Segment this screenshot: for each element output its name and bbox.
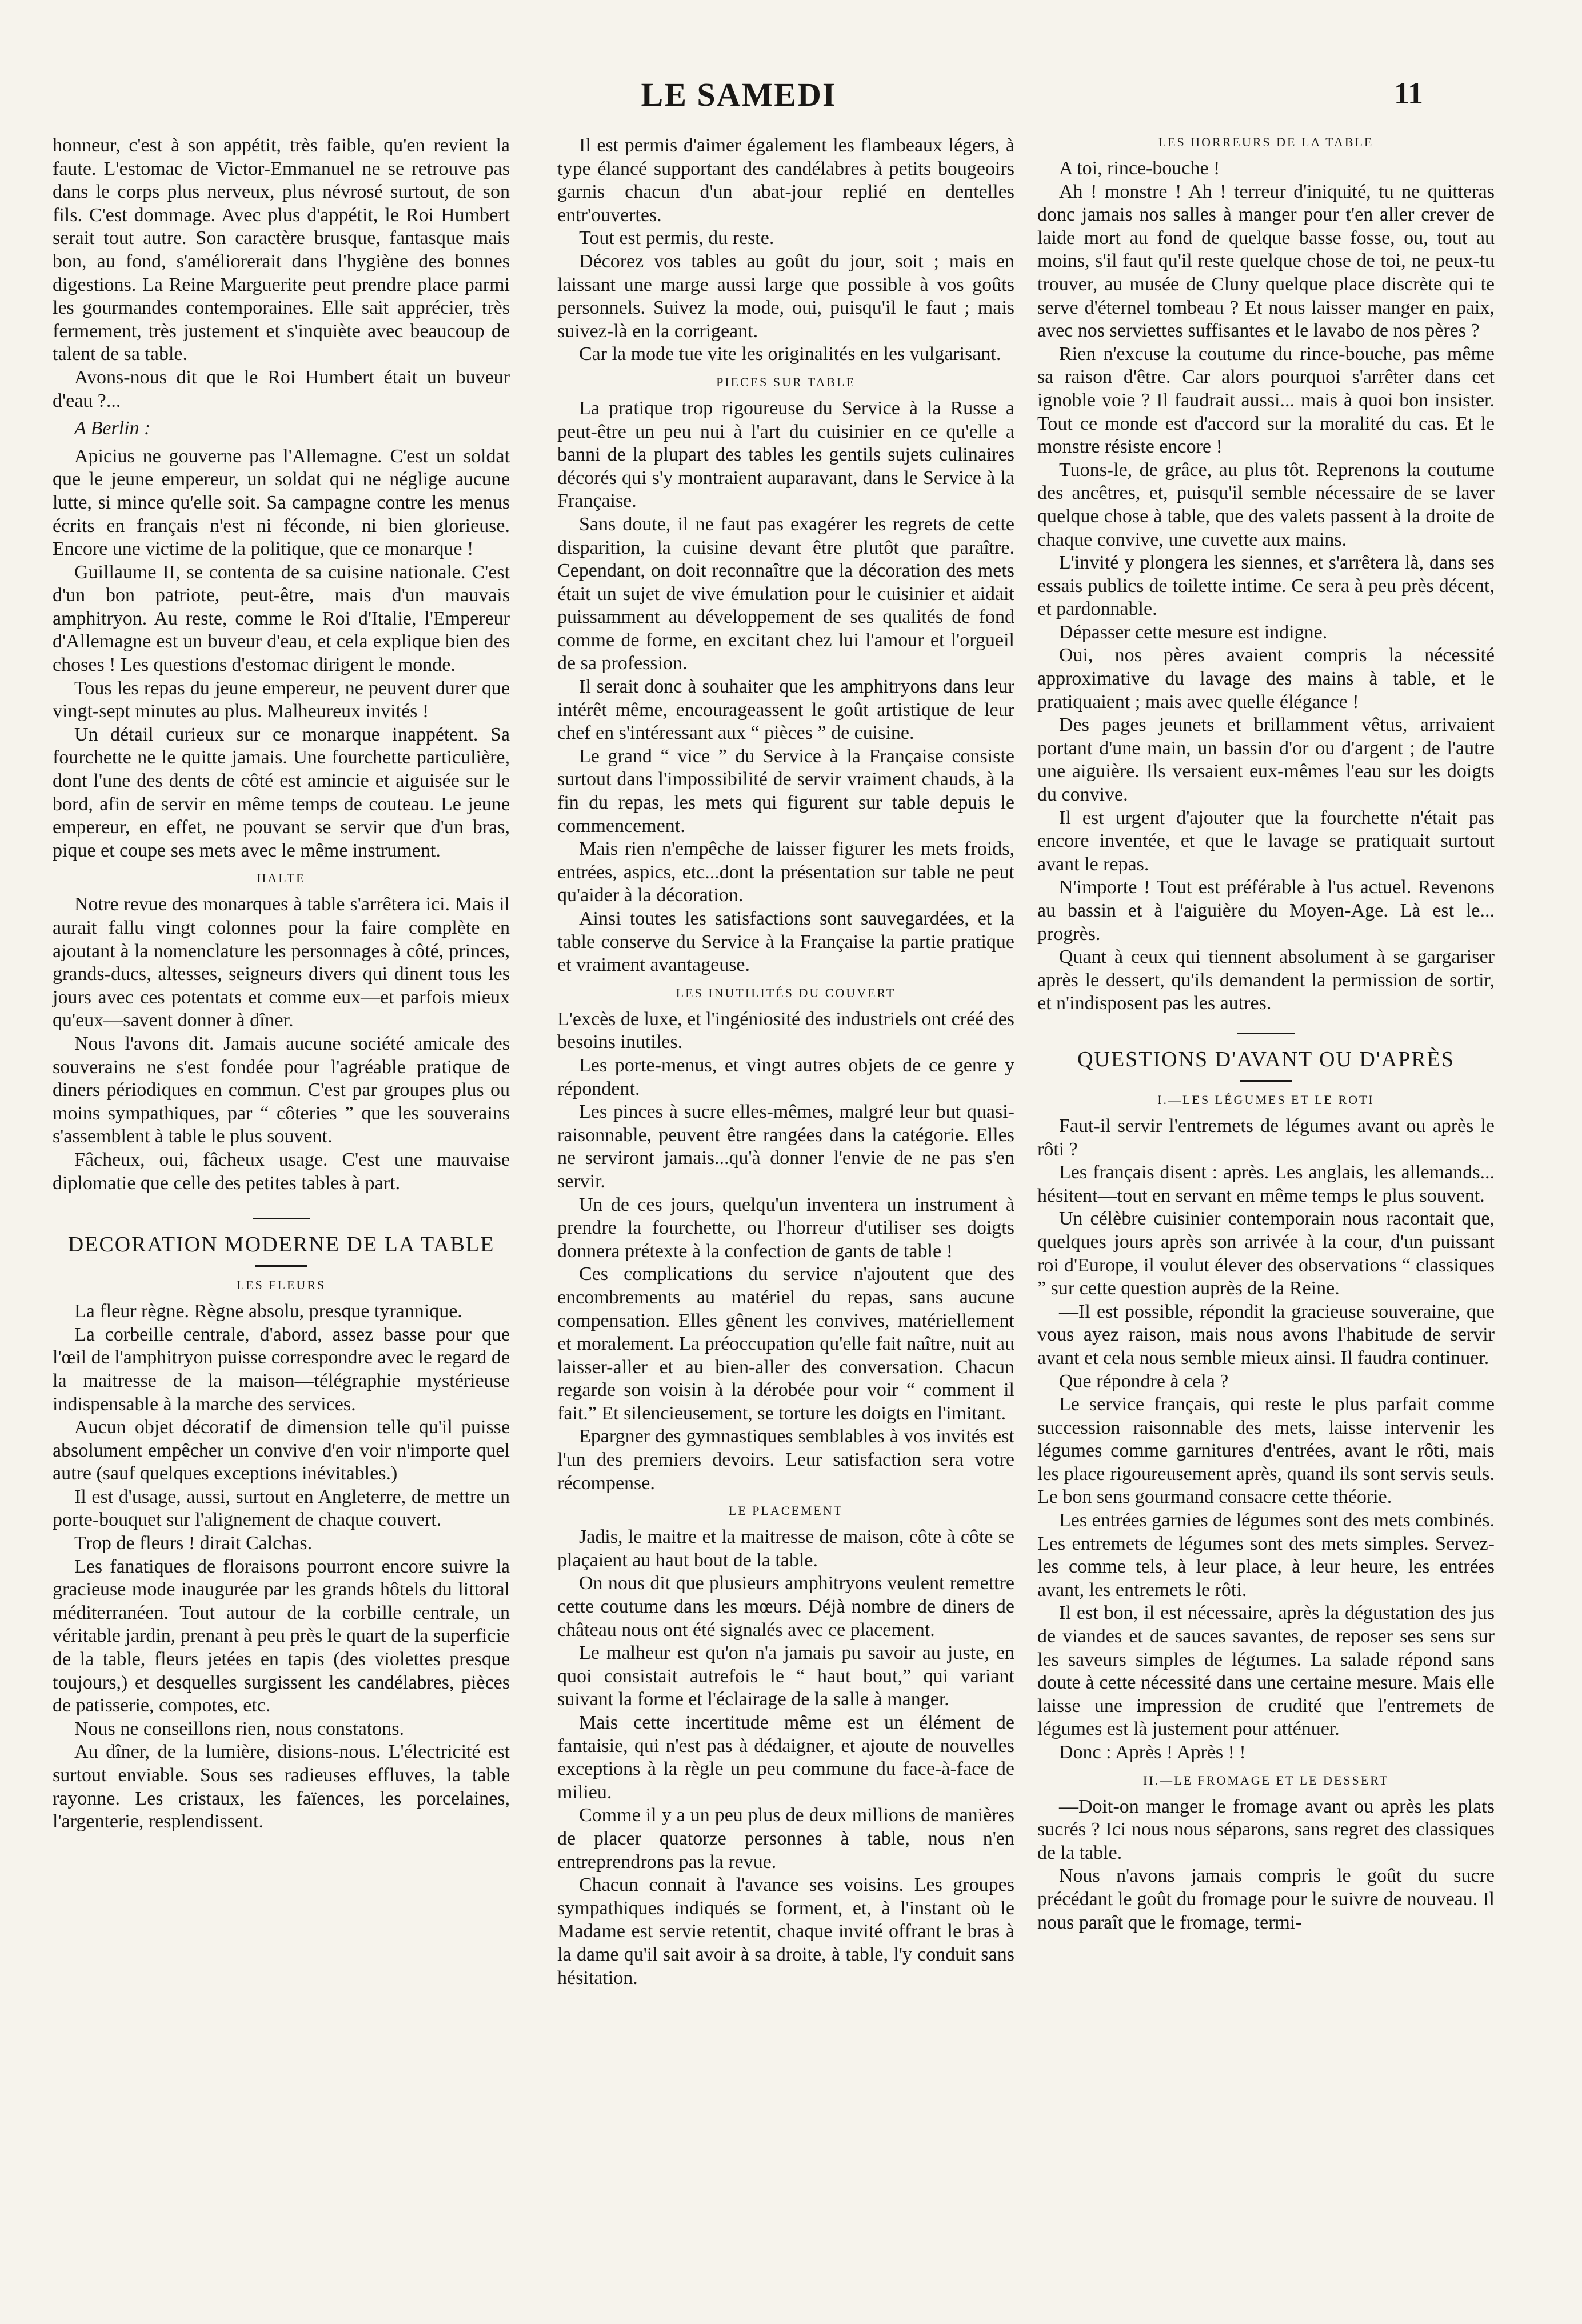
subheading-legumes: I.—LES LÉGUMES ET LE ROTI (1157, 1092, 1375, 1107)
paragraph: Il est permis d'aimer également les flambeaux légers, à type élancé supportant des candélabres à petits bougeoirs garnis chacun d'un abat-jour replié en dentelles entr'ouvertes. (557, 135, 1014, 226)
paragraph: La fleur règne. Règne absolu, presque tyrannique. (74, 1301, 462, 1322)
paragraph: Tout est permis, du reste. (579, 227, 774, 249)
paragraph: Apicius ne gouverne pas l'Allemagne. C'est un soldat que le jeune empereur, un soldat qui ne néglige aucune lutte, si mince qu'elle soit. Sa campagne contre les menus écrits en français n'est ni féconde, ni bien glorieuse. Encore une victime de la politique, que ce monarque ! (53, 445, 510, 560)
subheading-les-fleurs: LES FLEURS (236, 1278, 326, 1293)
paragraph: La corbeille centrale, d'abord, assez basse pour que l'œil de l'amphitryon puisse correspondre avec le regard de la maitresse de la maison—télégraphie mystérieuse indispensable à la marche des services. (53, 1323, 510, 1415)
column-1 (53, 134, 510, 1834)
paragraph: Les pinces à sucre elles-mêmes, malgré leur but quasi-raisonnable, peuvent être rangées dans la catégorie. Elles ne serviront jamais...qu'à donner l'envie de ne pas s'en servir. (557, 1101, 1014, 1192)
paragraph: Que répondre à cela ? (1059, 1370, 1229, 1392)
page-number: 11 (1393, 76, 1423, 110)
paragraph: Nous ne conseillons rien, nous constatons. (74, 1718, 404, 1739)
paragraph: Trop de fleurs ! dirait Calchas. (74, 1533, 313, 1554)
paragraph: Ainsi toutes les satisfactions sont sauvegardées, et la table conserve du Service à la Française la partie pratique et vraiment avantageuse. (557, 908, 1014, 976)
paragraph: Notre revue des monarques à table s'arrêtera ici. Mais il aurait fallu vingt colonnes pour la faire complète en ajoutant à la nomenclature les personnages à côté, princes, grands-ducs, altesses, seigneurs divers qui dinent tous les jours avec ces potentats et comme eux—et parfois mieux qu'eux—savent donner à dîner. (53, 894, 510, 1031)
column-2 (557, 134, 1014, 1990)
subheading-halte: HALTE (257, 871, 306, 886)
paragraph: L'invité y plongera les siennes, et s'arrêtera là, dans ses essais publics de toilette intime. Ce sera à peu près décent, et pardonnable. (1037, 552, 1495, 620)
paragraph: Un célèbre cuisinier contemporain nous racontait que, quelques jours après son arrivée à la cour, d'un puissant roi d'Europe, il voulut élever des observations “ classiques ” sur cette question auprès de la Reine. (1037, 1208, 1495, 1299)
paragraph-a-berlin: A Berlin : (74, 418, 151, 439)
paragraph: Comme il y a un peu plus de deux millions de manières de placer quatorze personnes à table, nous n'en entreprendrons pas la revue. (557, 1805, 1014, 1873)
divider-rule (1240, 1080, 1292, 1082)
paragraph: Il est urgent d'ajouter que la fourchette n'était pas encore inventée, et que le lavage se pratiquait surtout avant le repas. (1037, 807, 1495, 875)
paragraph: Avons-nous dit que le Roi Humbert était un buveur d'eau ?... (53, 366, 510, 411)
paragraph: Les français disent : après. Les anglais, les allemands... hésitent—tout en servant en même temps le plus souvent. (1037, 1162, 1495, 1206)
divider-rule (1237, 1033, 1295, 1034)
paragraph: Décorez vos tables au goût du jour, soit ; mais en laissant une marge aussi large que possible à vos goûts personnels. Suivez la mode, oui, puisqu'il le faut ; mais suivez-là en la corrigeant. (557, 250, 1014, 342)
paragraph: Jadis, le maitre et la maitresse de maison, côte à côte se plaçaient au haut bout de la table. (557, 1526, 1014, 1571)
paragraph: Ces complications du service n'ajoutent que des encombrements au matériel du repas, sans aucune compensation. Elles gênent les convives, matériellement et moralement. La préoccupation qu'elle fait naître, nuit au laisser-aller et au bien-aller des conversation. Chacun regarde son voisin à la dérobée pour voir “ comment il fait.” Et silencieusement, se torture les doigts en l'imitant. (557, 1263, 1014, 1424)
paragraph: Donc : Après ! Après ! ! (1059, 1742, 1246, 1763)
paragraph: Guillaume II, se contenta de sa cuisine nationale. C'est d'un bon patriote, peut-être, mais d'un mauvais amphitryon. Au reste, comme le Roi d'Italie, l'Empereur d'Allemagne est un buveur d'eau, et cela explique bien des choses ! Les questions d'estomac dirigent le monde. (53, 561, 510, 676)
publication-title: LE SAMEDI (641, 76, 837, 113)
column-3 (1037, 134, 1495, 1934)
paragraph: On nous dit que plusieurs amphitryons veulent remettre cette coutume dans les mœurs. Déjà nombre de diners de château nous ont été signalés avec ce placement. (557, 1573, 1014, 1641)
section-title-questions: QUESTIONS D'AVANT OU D'APRÈS (1077, 1047, 1455, 1071)
paragraph: Il est d'usage, aussi, surtout en Angleterre, de mettre un porte-bouquet sur l'alignement de chaque couvert. (53, 1486, 510, 1531)
paragraph: Dépasser cette mesure est indigne. (1059, 621, 1328, 643)
paragraph: —Doit-on manger le fromage avant ou après les plats sucrés ? Ici nous nous séparons, sans regret des classiques de la table. (1037, 1795, 1495, 1863)
paragraph: Mais rien n'empêche de laisser figurer les mets froids, entrées, aspics, etc...dont la présentation sur table ne peut qu'aider à la décoration. (557, 838, 1014, 906)
subheading-pieces-sur-table: PIECES SUR TABLE (716, 374, 856, 389)
paragraph: Un de ces jours, quelqu'un inventera un instrument à prendre la fourchette, ou l'horreur d'utiliser ses doigts donnera prétexte à la confection de gants de table ! (557, 1194, 1014, 1262)
paragraph: Quant à ceux qui tiennent absolument à se gargariser après le dessert, qu'ils demandent la permission de sortir, et n'indisposent pas les autres. (1037, 946, 1495, 1014)
paragraph: Des pages jeunets et brillamment vêtus, arrivaient portant d'une main, un bassin d'or ou d'argent ; de l'autre une aiguière. Ils versaient eux-mêmes l'eau sur les doigts du convive. (1037, 714, 1495, 806)
paragraph: La pratique trop rigoureuse du Service à la Russe a peut-être un peu nui à l'art du cuisinier en ce qu'elle a banni de la plupart des tables les gentils sujets culinaires décorés qui s'y montraient auparavant, dans le Service à la Française. (557, 397, 1014, 512)
paragraph: Oui, nos pères avaient compris la nécessité approximative du lavage des mains à table, et le pratiquaient ; mais avec quelle élégance ! (1037, 645, 1495, 713)
subheading-fromage: II.—LE FROMAGE ET LE DESSERT (1143, 1773, 1389, 1787)
paragraph: Le grand “ vice ” du Service à la Française consiste surtout dans l'impossibilité de servir vraiment chauds, à la fin du repas, les mets qui figurent sur table depuis le commencement. (557, 745, 1014, 837)
paragraph: Faut-il servir l'entremets de légumes avant ou après le rôti ? (1037, 1115, 1495, 1160)
subheading-le-placement: LE PLACEMENT (728, 1503, 844, 1518)
paragraph: Nous l'avons dit. Jamais aucune société amicale des souverains ne s'est fondée pour l'agréable pratique de diners périodiques en commun. C'est par groupes plus ou moins sympathiques, par “ côteries ” que les souverains s'assemblent à table le plus souvent. (53, 1033, 510, 1147)
paragraph: Le service français, qui reste le plus parfait comme succession raisonnable des mets, laisse intervenir les légumes comme garnitures d'entrées, avant le rôti, mais les place rigoureusement après, quand ils sont servis seuls. Le bon sens gourmand consacre cette théorie. (1037, 1394, 1495, 1508)
paragraph: Aucun objet décoratif de dimension telle qu'il puisse absolument empêcher un convive d'en voir n'importe quel autre (sauf quelques exceptions inévitables.) (53, 1417, 510, 1485)
paragraph: Ah ! monstre ! Ah ! terreur d'iniquité, tu ne quitteras donc jamais nos salles à manger pour t'en aller crever de laide mort au fond de quelque basse fosse, ou, tout au moins, s'il faut qu'il reste quelque chose de toi, ne peux-tu trouver, au musée de Cluny quelque place discrète qui te serve d'éternel tombeau ? Et nous laisser manger en paix, avec nos serviettes suffisantes et le lavabo de nos pères ? (1037, 181, 1495, 342)
paragraph: honneur, c'est à son appétit, très faible, qu'en revient la faute. L'estomac de Victor-Emmanuel ne se retrouve pas dans le corps plus nerveux, plus névrosé surtout, de son fils. C'est dommage. Avec plus d'appétit, le Roi Humbert serait tout autre. Son caractère brusque, fantasque mais bon, au fond, s'améliorerait dans l'hygiène des bonnes digestions. La Reine Marguerite peut prendre place parmi les gourmandes contemporaines. Elle sait apprécier, très fermement, très justement et s'inquiète avec beaucoup de talent de sa table. (53, 135, 510, 365)
paragraph: Sans doute, il ne faut pas exagérer les regrets de cette disparition, la cuisine devant être plutôt que paraître. Cependant, on doit reconnaître que la décoration des mets était un sujet de vive émulation pour le cuisinier et aidait puissamment au développement de ses qualités de fond comme de forme, en excitant chez lui l'amour et l'orgueil de sa profession. (557, 513, 1014, 674)
paragraph: L'excès de luxe, et l'ingéniosité des industriels ont créé des besoins inutiles. (557, 1008, 1014, 1053)
paragraph: Tous les repas du jeune empereur, ne peuvent durer que vingt-sept minutes au plus. Malheureux invités ! (53, 677, 510, 722)
paragraph: Les entrées garnies de légumes sont des mets combinés. Les entremets de légumes sont des mets simples. Servez-les comme tels, à leur place, à leur heure, les entrées avant, les entremets le rôti. (1037, 1510, 1495, 1601)
paragraph: Epargner des gymnastiques semblables à vos invités est l'un des premiers devoirs. Leur satisfaction sera votre récompense. (557, 1426, 1014, 1494)
paragraph: Un détail curieux sur ce monarque inappétent. Sa fourchette ne le quitte jamais. Une fourchette particulière, dont l'une des dents de côté est amincie et aiguisée sur le bord, afin de servir en même temps de couteau. Le jeune empereur, en effet, ne pouvant se servir que d'un bras, pique et coupe ses mets avec le même instrument. (53, 723, 510, 861)
paragraph: —Il est possible, répondit la gracieuse souveraine, que vous ayez raison, mais nous avons l'habitude de servir avant et cela nous semble mieux ainsi. Il faudra continuer. (1037, 1301, 1495, 1369)
paragraph: Les porte-menus, et vingt autres objets de ce genre y répondent. (557, 1054, 1014, 1099)
page-header (54, 75, 1423, 121)
divider-rule (255, 1265, 307, 1267)
paragraph: Il serait donc à souhaiter que les amphitryons dans leur intérêt même, encourageassent le goût artistique de leur chef en s'intéressant aux “ pièces ” de cuisine. (557, 676, 1014, 744)
paragraph: Chacun connait à l'avance ses voisins. Les groupes sympathiques indiqués se forment, et, à l'instant où le Madame est servie retentit, chaque invité offrant le bras à la dame qu'il sait avoir à sa droite, à table, l'y conduit sans hésitation. (557, 1874, 1014, 1989)
paragraph: Les fanatiques de floraisons pourront encore suivre la gracieuse mode inaugurée par les grands hôtels du littoral méditerranéen. Tout autour de la corbille centrale, un véritable jardin, prenant à peu près le quart de la superficie de la table, fleurs jetées en tapis (des violettes presque toujours,) et desquelles surgissent les candélabres, pièces de patisserie, compotes, etc. (53, 1555, 510, 1717)
section-title-decoration: DECORATION MODERNE DE LA TABLE (67, 1233, 495, 1257)
paragraph: Car la mode tue vite les originalités en les vulgarisant. (579, 343, 1001, 365)
paragraph: N'importe ! Tout est préférable à l'us actuel. Revenons au bassin et à l'aiguière du Moyen-Age. Là est le... progrès. (1037, 877, 1495, 945)
paragraph: Fâcheux, oui, fâcheux usage. C'est une mauvaise diplomatie que celle des petites tables à part. (53, 1149, 510, 1194)
paragraph: Rien n'excuse la coutume du rince-bouche, pas même sa raison d'être. Car alors pourquoi s'arrêter dans cet ignoble voie ? Il faudrait aussi... mais à quoi bon insister. Tout ce monde est d'accord sur la moralité du cas. Et le monstre résiste encore ! (1037, 343, 1495, 458)
paragraph: Le malheur est qu'on n'a jamais pu savoir au juste, en quoi consistait autrefois le “ haut bout,” qui variant suivant la forme et l'éclairage de la salle à manger. (557, 1642, 1014, 1710)
subheading-inutilites: LES INUTILITÉS DU COUVERT (676, 985, 896, 1000)
paragraph: Nous n'avons jamais compris le goût du sucre précédant le goût du fromage pour le suivre de nouveau. Il nous paraît que le fromage, termi- (1037, 1865, 1495, 1933)
paragraph: Il est bon, il est nécessaire, après la dégustation des jus de viandes et de sauces savantes, de reposer ses sens sur les saveurs simples de légumes. La salade répond sans doute à cette nécessité dans une certaine mesure. Mais elle laisse une impression de crudité que l'entremets de légumes est là justement pour atténuer. (1037, 1602, 1495, 1740)
paragraph: Au dîner, de la lumière, disions-nous. L'électricité est surtout enviable. Sous ses radieuses effluves, la table rayonne. Les cristaux, les faïences, les porcelaines, l'argenterie, resplendissent. (53, 1741, 510, 1833)
paragraph: A toi, rince-bouche ! (1059, 158, 1220, 179)
paragraph: Tuons-le, de grâce, au plus tôt. Reprenons la coutume des ancêtres, et, puisqu'il semble nécessaire de se laver quelque chose à table, que des valets passent à la droite de chaque convive, une cuvette aux mains. (1037, 459, 1495, 550)
divider-rule (253, 1218, 310, 1219)
subheading-horreurs: LES HORREURS DE LA TABLE (1158, 135, 1374, 149)
paragraph: Mais cette incertitude même est un élément de fantaisie, qui n'est pas à dédaigner, et ajoute de nouvelles exceptions à la règle un peu commune du face-à-face de milieu. (557, 1712, 1014, 1803)
